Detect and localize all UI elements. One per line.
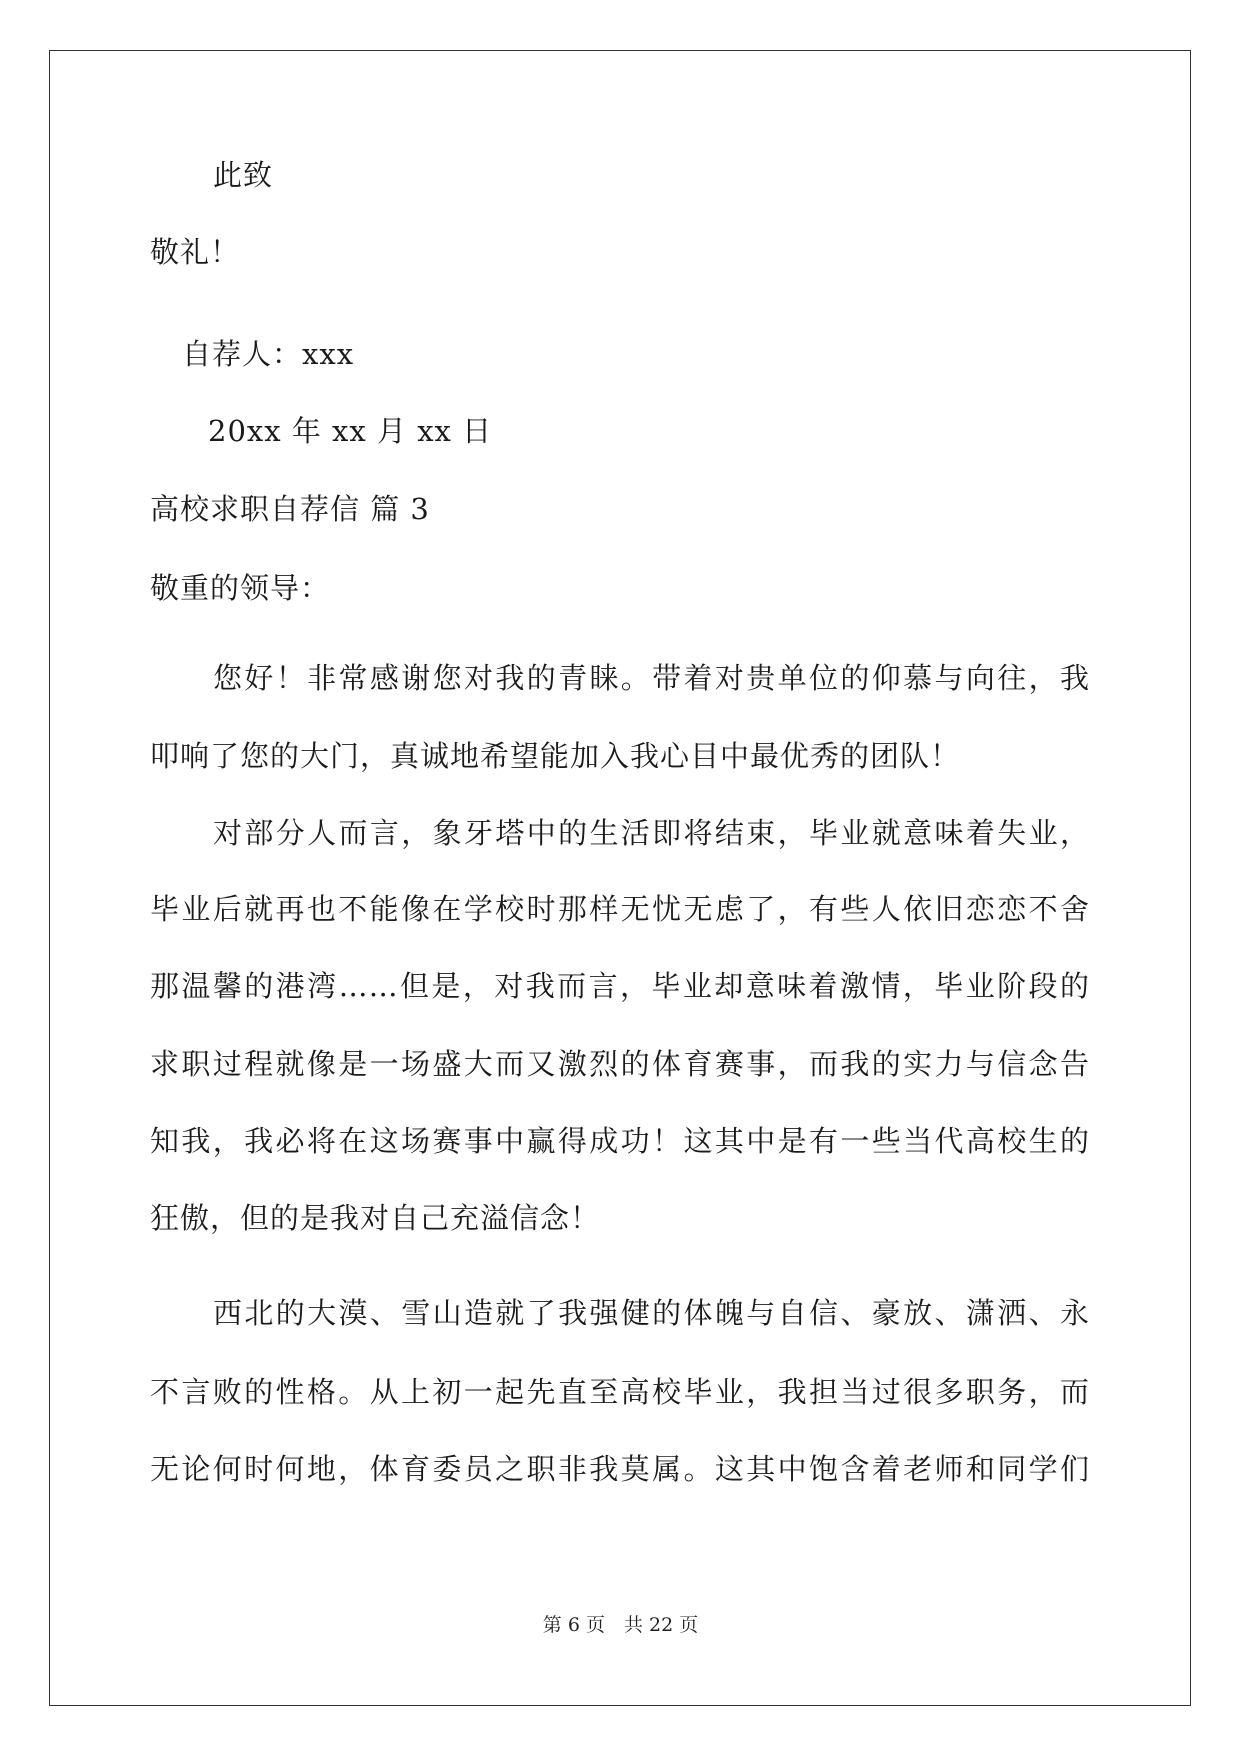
paragraph-line: 无论何时何地，体育委员之职非我莫属。这其中饱含着老师和同学们 bbox=[150, 1452, 1090, 1486]
page-number-footer: 第 6 页 共 22 页 bbox=[542, 1614, 699, 1636]
section-title: 高校求职自荐信 篇 3 bbox=[150, 492, 430, 526]
paragraph-line: 毕业后就再也不能像在学校时那样无忧无虑了，有些人依旧恋恋不舍 bbox=[150, 892, 1090, 926]
closing-regards: 敬礼！ bbox=[150, 235, 241, 269]
signature-line: 自荐人：xxx bbox=[182, 337, 355, 371]
paragraph-line: 那温馨的港湾……但是，对我而言，毕业却意味着激情，毕业阶段的 bbox=[150, 969, 1090, 1003]
paragraph-line: 不言败的性格。从上初一起先直至高校毕业，我担当过很多职务，而 bbox=[150, 1375, 1090, 1409]
greeting: 敬重的领导： bbox=[150, 571, 331, 605]
date-line: 20xx 年 xx 月 xx 日 bbox=[208, 414, 493, 448]
paragraph-line: 狂傲，但的是我对自己充溢信念！ bbox=[150, 1201, 601, 1235]
closing-salutation: 此致 bbox=[213, 158, 274, 192]
paragraph-line: 叩响了您的大门，真诚地希望能加入我心目中最优秀的团队！ bbox=[150, 739, 961, 773]
paragraph-line: 求职过程就像是一场盛大而又激烈的体育赛事，而我的实力与信念告 bbox=[150, 1047, 1090, 1081]
paragraph-line: 西北的大漠、雪山造就了我强健的体魄与自信、豪放、潇洒、永 bbox=[213, 1296, 1090, 1330]
paragraph-line: 对部分人而言，象牙塔中的生活即将结束，毕业就意味着失业， bbox=[213, 816, 1090, 850]
paragraph-line: 您好！非常感谢您对我的青睐。带着对贵单位的仰慕与向往，我 bbox=[213, 661, 1090, 695]
paragraph-line: 知我，我必将在这场赛事中赢得成功！这其中是有一些当代高校生的 bbox=[150, 1124, 1090, 1158]
